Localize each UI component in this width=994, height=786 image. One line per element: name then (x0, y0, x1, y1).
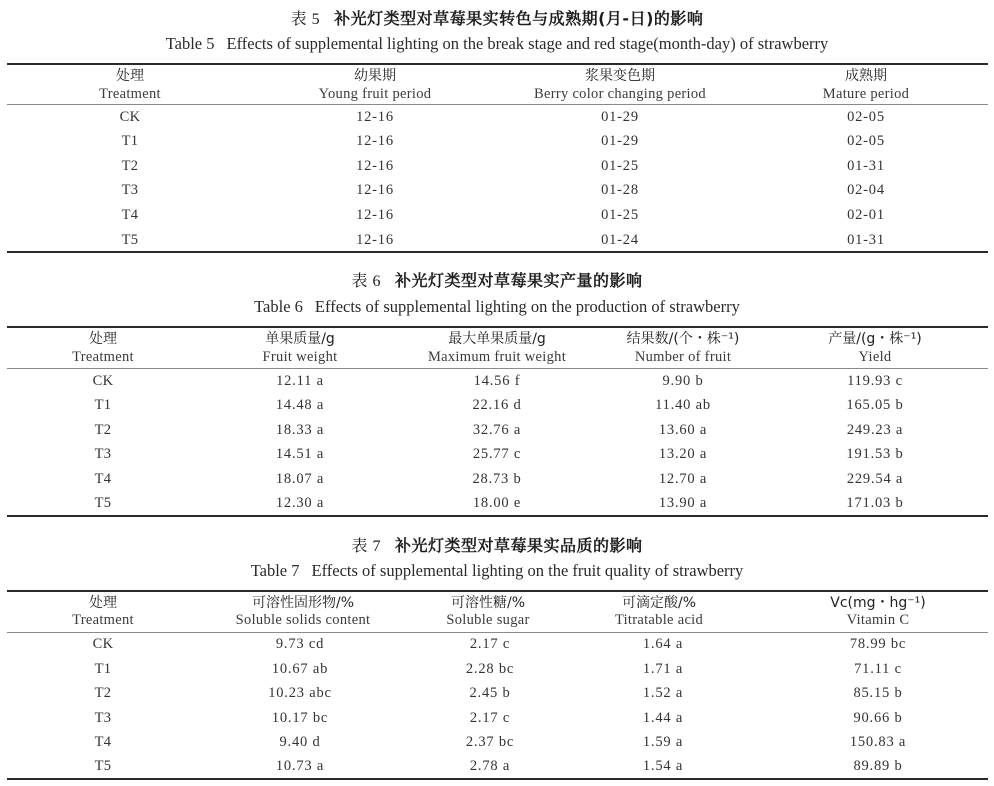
table-cell: T5 (121, 232, 139, 248)
table7-header-en: Titratable acid (614, 612, 704, 628)
table5-header-cn: 浆果变色期 (585, 68, 655, 84)
table5-header-cn: 处理 (116, 68, 144, 84)
table7-title-en (0, 561, 994, 581)
table6-header-en: Fruit weight (262, 349, 338, 365)
table5-bottom-rule (7, 251, 988, 253)
table6-header-cn: 结果数/(个・株⁻¹) (626, 331, 740, 347)
table-cell: 01-31 (847, 232, 885, 248)
table5-header-en: Mature period (822, 86, 910, 102)
table7-header-en: Treatment (72, 612, 134, 628)
table-cell: 28.73 b (472, 471, 522, 487)
table5-top-rule (7, 63, 988, 65)
table7-header-en: Vitamin C (846, 612, 910, 628)
table6-header-rule (7, 368, 988, 369)
table5-caption-cn: 补光灯类型对草莓果实转色与成熟期(月-日)的影响 (334, 9, 704, 28)
table-cell: 1.54 a (642, 758, 684, 774)
table-cell: CK (92, 373, 114, 389)
table-cell: 249.23 a (846, 422, 904, 438)
table-cell: 150.83 a (849, 734, 907, 750)
table-cell: 12.30 a (275, 495, 325, 511)
table-cell: T2 (94, 685, 112, 701)
table-cell: 2.17 c (469, 710, 511, 726)
table-cell: T1 (94, 661, 112, 677)
table-cell: 1.71 a (642, 661, 684, 677)
table-cell: 01-24 (601, 232, 639, 248)
table-cell: 12-16 (356, 109, 394, 125)
table-cell: 12-16 (356, 207, 394, 223)
table6-number-cn: 表 6 (351, 273, 381, 290)
table-cell: T1 (121, 133, 139, 149)
table7-header-en: Soluble solids content (235, 612, 371, 628)
table7-header-cn: 可溶性固形物/% (251, 595, 355, 611)
table-cell: 12-16 (356, 158, 394, 174)
table-cell: 12-16 (356, 232, 394, 248)
table-cell: 85.15 b (853, 685, 903, 701)
table-cell: 90.66 b (853, 710, 903, 726)
table-cell: 89.89 b (853, 758, 903, 774)
table5-number-cn: 表 5 (290, 11, 321, 28)
table6-bottom-rule (7, 515, 988, 517)
table-cell: 14.51 a (275, 446, 325, 462)
table-cell: 1.64 a (642, 636, 684, 652)
table6-top-rule (7, 326, 988, 328)
table-cell: 171.03 b (846, 495, 904, 511)
table-cell: 14.56 f (473, 373, 521, 389)
table5-title-en (0, 34, 994, 54)
table-cell: 10.73 a (275, 758, 325, 774)
table5-header-en: Berry color changing period (534, 86, 706, 102)
table-cell: 2.45 b (469, 685, 511, 701)
table6-header-cn: 单果质量/g (265, 331, 335, 347)
table5-header-cn: 成熟期 (845, 68, 887, 84)
table-cell: 13.20 a (658, 446, 708, 462)
table7-header-rule (7, 632, 988, 633)
table-cell: 78.99 bc (849, 636, 907, 652)
table-cell: 32.76 a (472, 422, 522, 438)
table-cell: 01-25 (601, 207, 639, 223)
table-cell: T3 (121, 182, 139, 198)
table7-caption-en: Effects of supplemental lighting on the fruit quality of strawberry (311, 561, 744, 580)
table-cell: 1.44 a (642, 710, 684, 726)
table6-header-cn: 产量/(g・株⁻¹) (828, 331, 922, 347)
table7-bottom-rule (7, 778, 988, 780)
table-cell: T1 (94, 397, 112, 413)
table-cell: 1.59 a (642, 734, 684, 750)
table6-caption-cn: 补光灯类型对草莓果实产量的影响 (395, 271, 643, 290)
table7-header-cn: 可溶性糖/% (450, 595, 526, 611)
table5-header-rule (7, 104, 988, 105)
table-cell: 02-01 (847, 207, 885, 223)
table6-title-en (0, 297, 994, 317)
table-cell: 02-05 (847, 109, 885, 125)
table-cell: 01-29 (601, 109, 639, 125)
table-cell: CK (119, 109, 141, 125)
table6-header-en: Treatment (72, 349, 134, 365)
table-cell: 01-28 (601, 182, 639, 198)
table-cell: 165.05 b (846, 397, 904, 413)
table-cell: 229.54 a (846, 471, 904, 487)
table-cell: 2.28 bc (465, 661, 515, 677)
table7-title-cn (0, 533, 994, 556)
table-cell: 13.60 a (658, 422, 708, 438)
table-cell: 13.90 a (658, 495, 708, 511)
table5-header-en: Young fruit period (318, 86, 432, 102)
table-cell: T5 (94, 495, 112, 511)
table-cell: 71.11 c (854, 661, 902, 677)
table-cell: 02-05 (847, 133, 885, 149)
table7-top-rule (7, 590, 988, 592)
table-cell: 9.73 cd (275, 636, 325, 652)
table-cell: 14.48 a (275, 397, 325, 413)
table7-header-cn: 可滴定酸/% (621, 595, 697, 611)
table-cell: T2 (121, 158, 139, 174)
table7-header-cn: 处理 (89, 595, 117, 611)
table-cell: T5 (94, 758, 112, 774)
table-cell: 10.67 ab (271, 661, 329, 677)
table-cell: 12.11 a (276, 373, 324, 389)
table-cell: 119.93 c (847, 373, 903, 389)
table-cell: 12-16 (356, 133, 394, 149)
table5-header-cn: 幼果期 (354, 68, 396, 84)
table-cell: T3 (94, 710, 112, 726)
table5-number-en: Table 5 (165, 34, 215, 53)
table6-header-en: Number of fruit (634, 349, 732, 365)
table-cell: 10.23 abc (268, 685, 332, 701)
table6-header-cn: 处理 (89, 331, 117, 347)
table7-header-en: Soluble sugar (446, 612, 530, 628)
table7-caption-cn: 补光灯类型对草莓果实品质的影响 (395, 536, 643, 555)
table-cell: 01-29 (601, 133, 639, 149)
table-cell: 2.78 a (469, 758, 511, 774)
table-cell: 10.17 bc (271, 710, 329, 726)
table-cell: 25.77 c (472, 446, 522, 462)
table-cell: 22.16 d (472, 397, 522, 413)
table6-header-en: Maximum fruit weight (427, 349, 567, 365)
table-cell: 18.33 a (275, 422, 325, 438)
table6-caption-en: Effects of supplemental lighting on the production of strawberry (314, 297, 740, 316)
table6-title-cn (0, 268, 994, 291)
table7-number-en: Table 7 (250, 561, 300, 580)
table7-number-cn: 表 7 (351, 538, 381, 555)
table5-caption-en: Effects of supplemental lighting on the break stage and red stage(month-day) of strawberry (226, 34, 829, 53)
table7-header-cn: Vc(mg・hg⁻¹) (830, 595, 926, 611)
table-cell: T4 (94, 471, 112, 487)
table-cell: T3 (94, 446, 112, 462)
table-cell: 1.52 a (642, 685, 684, 701)
table5-title-cn (0, 6, 994, 29)
table6-number-en: Table 6 (254, 297, 303, 316)
table-cell: 2.37 bc (465, 734, 515, 750)
table6-header-en: Yield (858, 349, 892, 365)
table6-header-cn: 最大单果质量/g (448, 331, 546, 347)
table-cell: T2 (94, 422, 112, 438)
table-cell: 12-16 (356, 182, 394, 198)
table-cell: 02-04 (847, 182, 885, 198)
table-cell: T4 (94, 734, 112, 750)
table5-header-en: Treatment (99, 86, 161, 102)
table-cell: 01-31 (847, 158, 885, 174)
table-cell: 9.40 d (279, 734, 321, 750)
table-cell: 11.40 ab (655, 397, 711, 413)
table-cell: 18.07 a (275, 471, 325, 487)
table-cell: 9.90 b (662, 373, 704, 389)
table-cell: 191.53 b (846, 446, 904, 462)
table-cell: 12.70 a (658, 471, 708, 487)
table-cell: 01-25 (601, 158, 639, 174)
table-cell: 2.17 c (469, 636, 511, 652)
table-cell: CK (92, 636, 114, 652)
table-cell: 18.00 e (472, 495, 522, 511)
table-cell: T4 (121, 207, 139, 223)
